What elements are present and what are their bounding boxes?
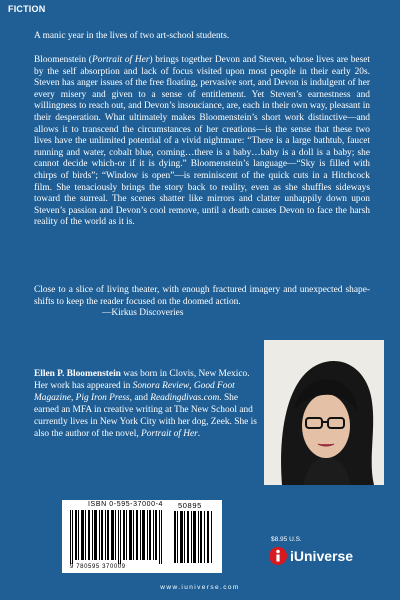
pull-quote	[34, 285, 370, 308]
bio-text: . She earned an MFA in creative writing at The New School and currently lives in New York City with her dog, Zeek. She is also the author of the novel,	[34, 393, 257, 440]
price: $8.95 U.S.	[271, 536, 302, 543]
barcode-bars	[62, 500, 222, 573]
barcode-addon-digits: 50895	[178, 501, 202, 510]
bio-text: , and	[129, 393, 151, 404]
iuniverse-logo-icon	[268, 546, 288, 566]
novel-title: Portrait of Her	[141, 429, 198, 440]
bio-text: .	[197, 429, 201, 440]
publication-name: Good Foot Magazine	[34, 381, 235, 404]
tagline-text: A manic year in the lives of two art-school students.	[34, 31, 230, 41]
genre-label: FICTION	[8, 4, 46, 14]
publisher-logo	[268, 546, 378, 566]
author-name: Ellen P. Bloomenstein	[34, 369, 121, 379]
publication-name: Readingdivas.com	[150, 393, 220, 404]
publisher-website: www.iuniverse.com	[160, 584, 240, 591]
bio-text: ,	[189, 381, 194, 392]
author-bio	[34, 368, 258, 441]
publication-name: Pig Iron Press	[75, 393, 130, 404]
barcode-digits: 9 780595 370009	[70, 564, 126, 570]
isbn-label: ISBN 0-595-37000-4	[88, 501, 164, 508]
review-paragraph	[34, 55, 370, 229]
tagline	[34, 31, 370, 43]
quote-source: —Kirkus Discoveries	[102, 308, 184, 318]
publisher-name: iUniverse	[290, 548, 354, 564]
bio-text: ,	[70, 393, 76, 404]
pull-quote-text: Close to a slice of living theater, with enough fractured imagery and unexpected shape-shifts to keep the reader focused on the doomed action.	[34, 285, 370, 307]
review-book-title: Portrait of Her	[91, 55, 150, 65]
author-photo	[264, 340, 384, 485]
review-text	[34, 55, 370, 229]
barcode-area	[62, 500, 222, 573]
review-intro: Bloomenstein (	[34, 55, 92, 65]
review-body: ) brings together Devon and Steven, whose lives are beset by the self absorption and lack of focus visited upon most people in their early 20s. Steven has anger issues of the free floating, pervasive sort, and Devon is indulgent of her every misery and given to a sense of entitlement. Yet Steven’s earnestness and willingness to reach out, and Devon’s insouciance, are, each in their own way, pleasant in their desperation. What ultimately makes Bloomenstein’s short work distinctive—and allows it to transcend the circumstances of her creations—is the sense that these two lives have the unlimited potential of a vivid nightmare: “There is a large bathtub, faucet running and water, cobalt blue, coming…there is a baby…baby is a doll is a baby; she cannot decide which-or if it is dying.” Bloomenstein’s language—“Sky is filled with chirps of birds”; “Window is open”—is reminiscent of the quick cuts in a Hitchcock film. She tenaciously brings the story back to reality, even as she shuffles sideways toward the surreal. The scenes shatter like mirrors and clatter unhappily down upon Steven’s passion and Devon’s cool remove, until a death causes Devon to face the harsh reality of the world as it is.	[34, 55, 370, 228]
author-portrait-image	[264, 340, 384, 485]
publication-name: Sonora Review	[132, 381, 190, 392]
bio-text: was born in Clovis, New Mexico. Her work has appeared in	[34, 369, 250, 392]
